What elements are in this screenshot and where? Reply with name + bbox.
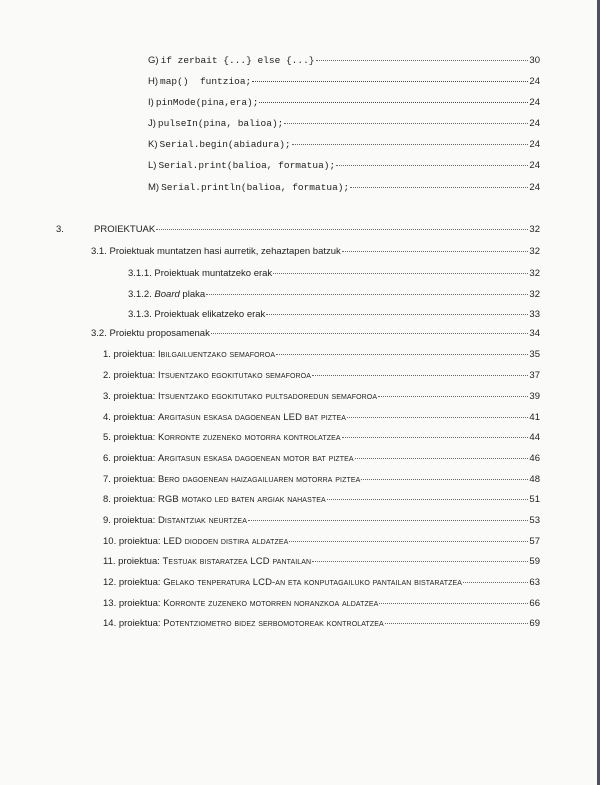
toc-entry-function[interactable]: [148, 76, 540, 88]
entry-letter: J): [148, 118, 156, 129]
project-prefix: 11. proiektua:: [103, 556, 160, 567]
entry-code: pulseIn(pina, balioa);: [157, 118, 284, 129]
leader-dots: [316, 60, 529, 61]
page-number: 24: [529, 139, 540, 150]
project-title: Testuak bistaratzea LCD pantailan: [162, 556, 312, 567]
entry-letter: G): [148, 55, 159, 66]
page-number: 24: [529, 160, 540, 171]
page-number: 35: [529, 349, 540, 360]
entry-letter: K): [148, 139, 158, 150]
leader-dots: [379, 603, 528, 604]
project-title: Distantziak neurtzea: [157, 515, 247, 526]
page-number: 32: [529, 289, 540, 300]
leader-dots: [342, 251, 529, 252]
project-title: Ibilgailuentzako semaforoa: [157, 349, 276, 360]
leader-dots: [284, 123, 528, 124]
page-number: 30: [529, 55, 540, 66]
project-prefix: 6. proiektua:: [103, 453, 156, 464]
entry-letter: H): [148, 76, 159, 87]
subsection-number: 3.1.1.: [128, 268, 152, 279]
leader-dots: [266, 314, 528, 315]
page-number: 39: [529, 391, 540, 402]
page-number: 24: [529, 118, 540, 129]
leader-dots: [206, 294, 528, 295]
leader-dots: [347, 417, 528, 418]
leader-dots: [385, 623, 529, 624]
page-number: 59: [529, 556, 540, 567]
project-title: Itsuentzako egokitutako semaforoa: [157, 370, 311, 381]
leader-dots: [336, 165, 528, 166]
page-number: 34: [529, 328, 540, 339]
page-number: 24: [529, 97, 540, 108]
page-number: 66: [529, 598, 540, 609]
entry-code: Serial.begin(abiadura);: [159, 139, 291, 150]
project-prefix: 8. proiektua:: [103, 494, 156, 505]
project-title: Argitasun eskasa dagoenean LED bat piztea: [157, 412, 347, 423]
page-number: 41: [529, 412, 540, 423]
toc-entry-project[interactable]: [103, 412, 540, 424]
leader-dots: [211, 333, 529, 334]
subsection-number: 3.1.2.: [128, 289, 152, 300]
leader-dots: [361, 479, 528, 480]
project-prefix: 4. proiektua:: [103, 412, 156, 423]
page-number: 46: [529, 453, 540, 464]
leader-dots: [248, 520, 528, 521]
toc-entry-subsection[interactable]: [128, 289, 540, 301]
project-prefix: 13. proiektua:: [103, 598, 161, 609]
page-number: 37: [529, 370, 540, 381]
toc-entry-subsection[interactable]: [128, 309, 540, 321]
toc-entry-project[interactable]: [103, 349, 540, 361]
toc-entry-subsection[interactable]: [128, 268, 540, 280]
project-prefix: 12. proiektua:: [103, 577, 161, 588]
project-prefix: 3. proiektua:: [103, 391, 156, 402]
toc-entry-project[interactable]: [103, 370, 540, 382]
toc-entry-section[interactable]: [91, 246, 540, 258]
toc-entry-project[interactable]: [103, 453, 540, 465]
toc-entry-function[interactable]: [148, 97, 540, 109]
toc-entry-project[interactable]: [103, 598, 540, 610]
page-number: 32: [529, 268, 540, 279]
project-title: Argitasun eskasa dagoenean motor bat piztea: [157, 453, 354, 464]
entry-code: Serial.print(balioa, formatua);: [158, 160, 336, 171]
page-number: 44: [529, 432, 540, 443]
leader-dots: [273, 273, 528, 274]
project-prefix: 5. proiektua:: [103, 432, 156, 443]
entry-letter: L): [148, 160, 157, 171]
leader-dots: [342, 437, 529, 438]
toc-entry-project[interactable]: [103, 536, 540, 548]
leader-dots: [252, 81, 528, 82]
leader-dots: [350, 187, 528, 188]
page-number: 32: [529, 246, 540, 257]
project-title: Itsuentzako egokitutako pultsadoredun semaforoa: [157, 391, 378, 402]
toc-entry-function[interactable]: [148, 160, 540, 172]
leader-dots: [312, 561, 528, 562]
project-prefix: 9. proiektua:: [103, 515, 156, 526]
toc-entry-project[interactable]: [103, 494, 540, 506]
entry-letter: I): [148, 97, 154, 108]
page-number: 69: [529, 618, 540, 629]
toc-entry-function[interactable]: [148, 139, 540, 151]
toc-entry-function[interactable]: [148, 182, 540, 194]
chapter-title: PROIEKTUAK: [94, 224, 156, 235]
subsection-title: Proiektuak elikatzeko erak: [154, 309, 266, 320]
leader-dots: [259, 102, 528, 103]
entry-code: pinMode(pina,era);: [155, 97, 259, 108]
project-title: Gelako tenperatura LCD-an eta konputagailuko pantailan bistaratzea: [163, 577, 463, 588]
page-number: 57: [529, 536, 540, 547]
page-number: 63: [529, 577, 540, 588]
toc-entry-chapter[interactable]: [56, 224, 540, 236]
project-title: Korronte zuzeneko motorra kontrolatzea: [157, 432, 341, 443]
project-title: RGB motako led baten argiak nahastea: [157, 494, 326, 505]
subsection-title: Proiektuak muntatzeko erak: [154, 268, 273, 279]
toc-entry-project[interactable]: [103, 618, 540, 630]
subsection-title: plaka: [182, 289, 206, 300]
chapter-number: 3.: [56, 224, 64, 235]
project-prefix: 14. proiektua:: [103, 618, 161, 629]
project-title: Korronte zuzeneko motorren noranzkoa aldatzea: [163, 598, 379, 609]
project-title: Potentziometro bidez serbomotoreak kontrolatzea: [163, 618, 384, 629]
page-number: 33: [529, 309, 540, 320]
leader-dots: [292, 144, 529, 145]
project-prefix: 10. proiektua:: [103, 536, 161, 547]
toc-entry-project[interactable]: [103, 515, 540, 527]
leader-dots: [312, 375, 528, 376]
leader-dots: [378, 396, 528, 397]
leader-dots: [463, 582, 528, 583]
page-number: 32: [529, 224, 540, 235]
page-number: 24: [529, 182, 540, 193]
entry-code: Serial.println(balioa, formatua);: [161, 182, 350, 193]
toc-entry-project[interactable]: [103, 432, 540, 444]
leader-dots: [327, 499, 529, 500]
toc-entry-function[interactable]: [148, 55, 540, 67]
project-title: Bero dagoenean haizagailuaren motorra piztea: [157, 474, 361, 485]
toc-entry-project[interactable]: [103, 474, 540, 486]
toc-entry-project[interactable]: [103, 577, 540, 589]
page-number: 51: [529, 494, 540, 505]
leader-dots: [355, 458, 529, 459]
entry-letter: M): [148, 182, 160, 193]
toc-entry-section[interactable]: [91, 328, 540, 340]
leader-dots: [289, 541, 528, 542]
project-prefix: 7. proiektua:: [103, 474, 156, 485]
page-number: 24: [529, 76, 540, 87]
page-number: 53: [529, 515, 540, 526]
leader-dots: [156, 229, 528, 230]
toc-entry-function[interactable]: [148, 118, 540, 130]
toc-entry-project[interactable]: [103, 391, 540, 403]
section-title: 3.1. Proiektuak muntatzen hasi aurretik, zehaztapen batzuk: [91, 246, 341, 257]
project-prefix: 2. proiektua:: [103, 370, 156, 381]
project-title: LED diodoen distira aldatzea: [163, 536, 289, 547]
project-prefix: 1. proiektua:: [103, 349, 156, 360]
leader-dots: [276, 354, 528, 355]
subsection-title-italic: Board: [154, 289, 180, 300]
entry-code: map() funtzioa;: [160, 76, 252, 87]
entry-code: if zerbait {...} else {...}: [160, 55, 315, 66]
toc-entry-project[interactable]: [103, 556, 540, 568]
subsection-number: 3.1.3.: [128, 309, 152, 320]
section-title: 3.2. Proiektu proposamenak: [91, 328, 210, 339]
page-number: 48: [529, 474, 540, 485]
